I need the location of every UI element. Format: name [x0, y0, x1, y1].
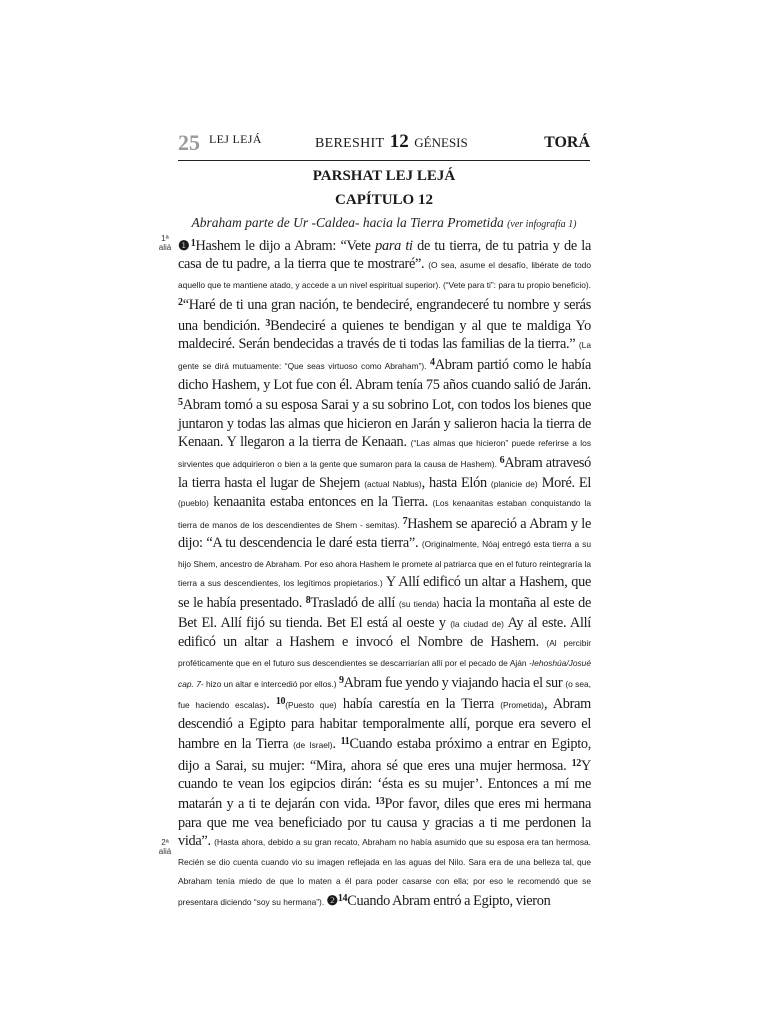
verse-number: 11 [340, 736, 350, 748]
verse-text: “Haré de ti una gran nación, te bendeciré, engrandeceré tu nombre y serás una bendición. [178, 297, 591, 334]
gloss-citation: Iehoshúa/Josué cap. 7 [178, 657, 591, 689]
verse-text: Moré. El [537, 474, 591, 491]
verse-text: Bendeciré a quienes te bendigan y al que te maldiga Yo maldeciré. Serán bendecidas a través de ti todas las familias de la tierra.” [178, 317, 591, 353]
gloss-text: (planicie de) [490, 478, 538, 489]
verse-text: Por favor, diles que eres mi hermana para que me vea beneficiado por tu causa y gracias a ti me perdonen la vida”. [178, 796, 592, 850]
aliyah-marker-2 [154, 838, 176, 856]
verse-text: Cuando estaba próximo a entrar en Egipto, dijo a Sarai, su mujer: “Mira, ahora sé que eres una mujer hermosa. [178, 736, 591, 774]
subtitle-text: Abraham parte de Ur -Caldea- hacia la Tierra Prometida [191, 215, 504, 230]
verse-text: había carestía en la Tierra [336, 696, 501, 713]
running-header [178, 130, 590, 161]
verse-number: 9 [338, 674, 344, 686]
verse-text: Y cuando te vean los egipcios dirán: ‘ésta es su mujer’. Entonces a mí me matarán y a ti te dejarán con vida. [178, 757, 591, 813]
verse-text: Ay al este. Allí edificó un altar a Hashem e invocó el Nombre de Hashem. [178, 614, 591, 651]
verse-text: , hasta Elón [421, 474, 491, 491]
chapter-body-text [178, 235, 592, 910]
gloss-text: (actual Nablus) [364, 478, 422, 489]
verse-text: Abram atravesó la tierra hasta el lugar de Shejem [178, 455, 592, 491]
verse-text: Hashem se apareció a Abram y le dijo: “A tu descendencia le daré esta tierra”. [178, 515, 591, 552]
gloss-text: (“Las almas que hicieron” puede referirse a los sirvientes que adquirieron o bien a la gente que sumaron para la causa de Hashem). [178, 438, 592, 470]
gloss-text: (pueblo) [178, 498, 209, 509]
aliyah-mark-icon: ❷ [326, 893, 338, 909]
gloss-text: (o sea, fue haciendo escalas) [178, 678, 591, 711]
verse-number: 12 [571, 757, 581, 769]
header-book-chapter [315, 131, 468, 153]
header-book-spanish-name: GÉNESIS [414, 135, 468, 150]
gloss-text: (Prometida) [500, 700, 544, 711]
verse-number: 5 [178, 397, 183, 409]
verse-text: . [266, 696, 276, 713]
verse-number: 10 [275, 696, 286, 708]
verse-text: . [332, 736, 341, 753]
verse-text: Abram tomó a su esposa Sarai y a su sobrino Lot, con todos los bienes que juntaron y todas las almas que hicieron en Jarán y salieron hacia la tierra de Kenaan. Y llegaron a la tierra de Kenaan. [178, 397, 591, 451]
gloss-text: (La gente se dirá mutuamente: “Que seas virtuoso como Abraham”). [178, 340, 591, 372]
aliyah-number: 1ª [161, 234, 169, 243]
verse-number: 8 [305, 595, 311, 607]
chapter-title: CAPÍTULO 12 [335, 192, 433, 208]
verse-text: Trasladó de allí [310, 595, 399, 612]
emphasis-text: para ti [375, 238, 413, 254]
section-subtitle [178, 215, 590, 231]
verse-text: Hashem le dijo a Abram: “Vete [195, 238, 376, 254]
gloss-text: (Hasta ahora, debido a su gran recato, Abraham no había asumido que su esposa era tan hermosa. Recién se dio cuenta cuando vio su imagen reflejada en las aguas del Nilo. Sara era de una belleza tal, que Abraham tenía miedo de que lo maten a él para poder casarse con ella; por eso le recomendó que se presentara diciendo “soy su hermana”). [178, 837, 591, 908]
verse-text: , Abram descendió a Egipto para habitar temporalmente allí, porque era severo el hambre en la Tierra [178, 696, 591, 753]
subtitle-reference: (ver infografía 1) [507, 219, 577, 230]
aliyah-label: aliá [158, 847, 172, 856]
gloss-text: (Al percibir proféticamente que en el futuro sus descendientes se descarriarían allí por el pecado de Aján - [178, 638, 591, 668]
verse-number: 6 [499, 455, 505, 467]
verse-number: 3 [265, 317, 271, 329]
verse-number: 13 [375, 796, 385, 808]
header-section-name: TORÁ [544, 134, 590, 151]
verse-text: Y Allí edificó un altar a Hashem, que se le había presentado. [178, 573, 591, 612]
header-chapter-number: 12 [389, 131, 409, 152]
gloss-text: (la ciudad de) [450, 618, 504, 629]
verse-text: de tu tierra, de tu patria y de la casa de tu padre, a la tierra que te mostraré”. [178, 238, 591, 273]
verse-text: Abram fue yendo y viajando hacia el sur [343, 674, 566, 691]
verse-number: 7 [402, 515, 408, 527]
verse-number: 14 [337, 893, 348, 905]
aliyah-marker-1 [154, 234, 176, 252]
gloss-text: (de Israel) [293, 740, 333, 751]
gloss-text: (su tienda) [398, 599, 440, 610]
verse-text: Cuando Abram entró a Egipto, vieron [347, 893, 551, 910]
aliyah-mark-icon: ❶ [178, 238, 191, 253]
aliyah-number: 2ª [161, 838, 169, 847]
verse-number: 2 [178, 297, 183, 309]
gloss-text: (Puesto que) [285, 700, 337, 711]
gloss-text: (Los kenaanitas estaban conquistando la tierra de manos de los descendientes de Shem - semitas). [178, 498, 591, 530]
verse-number: 4 [430, 357, 435, 369]
aliyah-label: aliá [158, 243, 172, 252]
verse-number: 1 [190, 238, 196, 249]
parsha-title: PARSHAT LEJ LEJÁ [312, 168, 456, 184]
page-number: 25 [178, 130, 200, 155]
gloss-text: (Originalmente, Nóaj entregó esta tierra a su hijo Shem, ancestro de Abraham. Por eso ahora Hashem le promete al patriarca que en el futuro reintegraría la tierra a sus descendientes, los legítimos propietarios.) [178, 539, 591, 588]
gloss-text: (O sea, asume el desafío, libérate de todo aquello que te mantiene atado, y accede a un nivel espiritual superior). (“Vete para ti”: para tu propio beneficio). [178, 260, 591, 290]
header-parsha-name: LEJ LEJÁ [209, 132, 262, 146]
verse-text: kenaanita estaba entonces en la Tierra. [208, 494, 433, 511]
gloss-text: - hizo un altar e intercedió por ellos.) [200, 678, 339, 689]
verse-text: hacia la montaña al este de Bet El. Allí fijó su tienda. Bet El está al oeste y [178, 595, 591, 631]
verse-text: Abram partió como le había dicho Hashem, y Lot fue con él. Abram tenía 75 años cuando salió de Jarán. [178, 357, 591, 393]
header-book-hebrew-name: BERESHIT [315, 136, 385, 151]
